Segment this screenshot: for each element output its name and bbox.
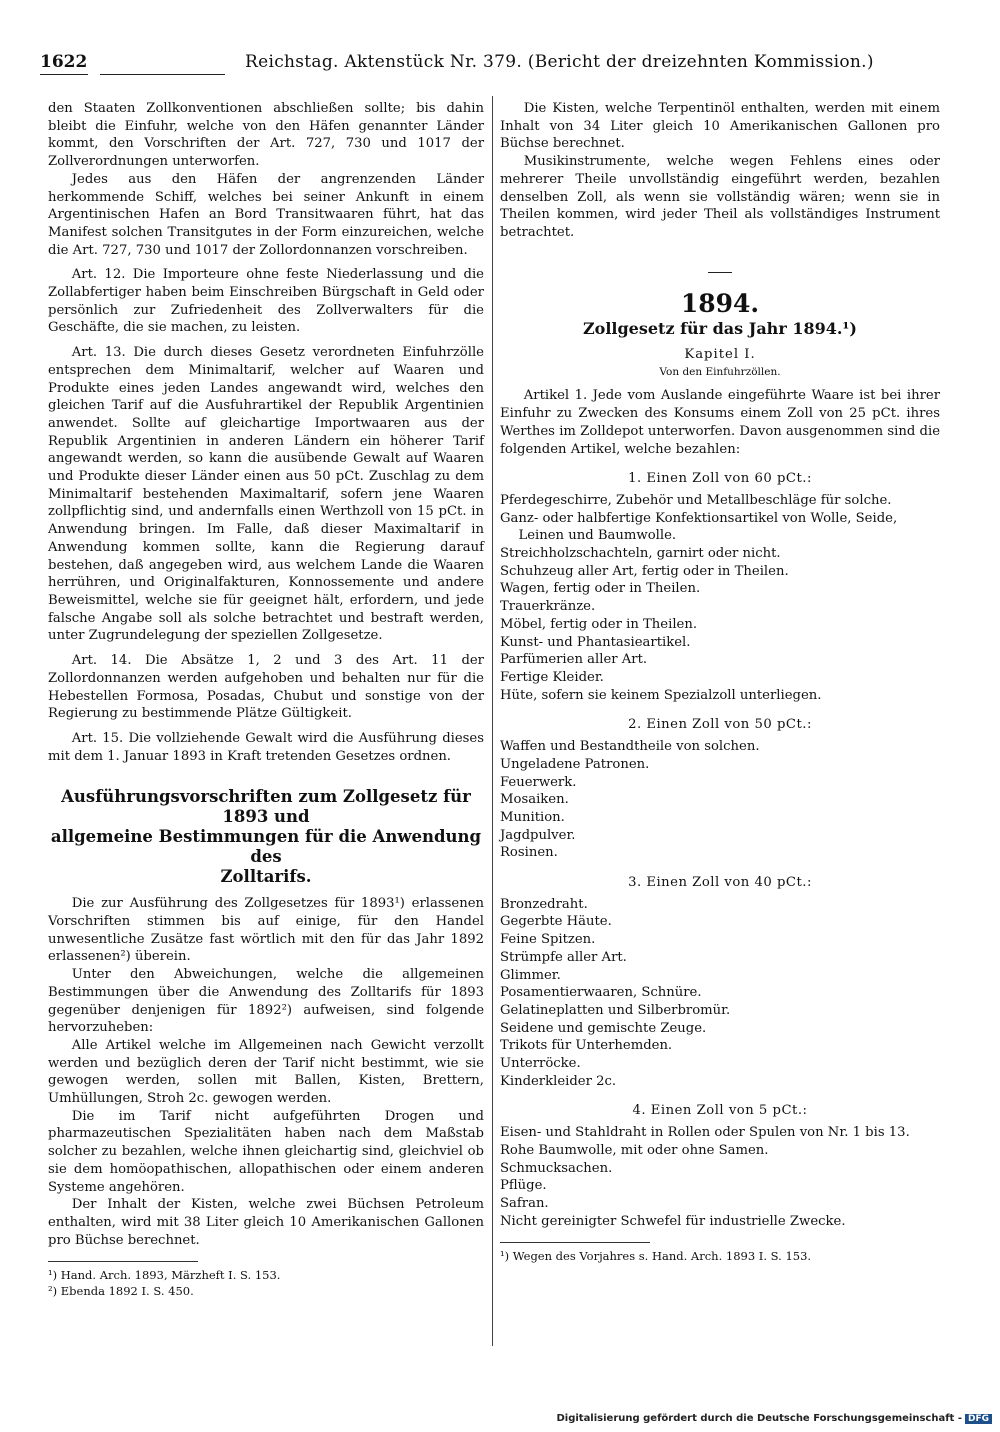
law-title: Zollgesetz für das Jahr 1894.¹)	[582, 319, 857, 339]
column-divider	[492, 96, 493, 1346]
list-item: Mosaiken.	[500, 792, 569, 808]
duty-heading-5: 4. Einen Zoll von 5 pCt.:	[632, 1103, 808, 1119]
list-item: Feine Spitzen.	[500, 932, 596, 948]
list-item: Eisen- und Stahldraht in Rollen oder Spulen von Nr. 1 bis 13.	[500, 1125, 910, 1141]
list-item: Jagdpulver.	[500, 827, 576, 843]
chapter-subtitle: Von den Einfuhrzöllen.	[659, 365, 781, 378]
chapter-heading: Kapitel I.	[684, 347, 756, 363]
list-item: Fertige Kleider.	[500, 669, 604, 685]
list-item: Streichholzschachteln, garnirt oder nicht.	[500, 546, 781, 562]
list-item: Rosinen.	[500, 845, 558, 861]
list-item: Ganz- oder halbfertige Konfektionsartikel von Wolle, Seide, Leinen und Baumwolle.	[500, 510, 898, 544]
article-1: Artikel 1. Jede vom Auslande eingeführte Waare ist bei ihrer Einfuhr zu Zwecken des Konsums einem Zoll von 25 pCt. ihres Werthes im Zolldepot unterworfen. Davon ausgenommen sind die folgenden Artikel, welche bezahlen:	[500, 388, 940, 457]
list-item: Unterröcke.	[500, 1056, 581, 1072]
list-item: Parfümerien aller Art.	[500, 652, 648, 668]
duty-heading-50: 2. Einen Zoll von 50 pCt.:	[628, 717, 812, 733]
footnote-rule	[48, 1261, 198, 1262]
list-item: Glimmer.	[500, 967, 561, 983]
article-13: Art. 13. Die durch dieses Gesetz verordneten Einfuhrzölle entsprechen dem Minimaltarif, welcher auf Waaren und Produkte eines jeden Landes angewandt wird, welches den gleichen Tarif auf die Ausfuhrartikel der Republik Argentinien anwendet. Sollte auf gleichartige Importwaaren aus der Republik Argentinien in anderen Ländern ein höherer Tarif angewandt werden, so kann die ausübende Gewalt auf Waaren und Produkte dieser Länder einen aus 50 pCt. Zuschlag zu dem Minimaltarif bestehenden Maximaltarif, sofern jene Waaren zollpflichtig sind, und andernfalls einen Werthzoll von 15 pCt. in Anwendung bringen. Im Falle, daß dieser Maximaltarif in Anwendung kommen sollte, kann die Regierung darauf bestehen, daß angegeben wird, aus welchem Lande die Waaren herrühren, und Originalfakturen, Konnossemente und andere Beweismittel, welche sie für geeignet hält, erfordern, und jede falsche Angabe soll als solche betrachtet und bestraft werden, unter Zugrundelegung der speziellen Zollgesetze.	[48, 345, 484, 644]
year-heading: 1894.	[680, 288, 760, 318]
list-item: Kunst- und Phantasieartikel.	[500, 634, 691, 650]
dfg-logo: DFG	[965, 1414, 992, 1424]
right-column	[500, 100, 940, 1263]
list-item: Pferdegeschirre, Zubehör und Metallbeschläge für solche.	[500, 492, 892, 508]
duty-heading-60: 1. Einen Zoll von 60 pCt.:	[628, 471, 812, 487]
duty-list-50	[500, 738, 940, 862]
header-rule	[100, 74, 225, 75]
section-separator	[708, 272, 732, 273]
article-14: Art. 14. Die Absätze 1, 2 und 3 des Art. 11 der Zollordonnanzen werden aufgehoben und behalten nur für die Hebestellen Formosa, Posadas, Chubut und sonstige von der Regierung zu bestimmende Plätze Gültigkeit.	[48, 653, 484, 722]
credit-text: Digitalisierung gefördert durch die Deutsche Forschungsgemeinschaft -	[556, 1413, 962, 1424]
article-12: Art. 12. Die Importeure ohne feste Niederlassung und die Zollabfertiger haben beim Einschreiben Bürgschaft in Geld oder persönlich zur Zufriedenheit des Zollverwalters für die Geschäfte, die sie machen, zu leisten.	[48, 267, 484, 336]
list-item: Wagen, fertig oder in Theilen.	[500, 581, 701, 597]
duty-list-5	[500, 1124, 940, 1230]
list-item: Gelatineplatten und Silberbromür.	[500, 1002, 731, 1018]
list-item: Pflüge.	[500, 1178, 547, 1194]
digitization-credit	[556, 1413, 992, 1424]
paragraph: Die zur Ausführung des Zollgesetzes für 1893¹) erlassenen Vorschriften stimmen bis auf einige, für den Handel unwesentliche Zusätze fast wörtlich mit den für das Jahr 1892 erlassenen²) überein.	[48, 896, 484, 965]
page-number: 1622	[40, 52, 88, 72]
list-item: Waffen und Bestandtheile von solchen.	[500, 739, 760, 755]
list-item: Nicht gereinigter Schwefel für industrielle Zwecke.	[500, 1213, 846, 1229]
paragraph: Alle Artikel welche im Allgemeinen nach Gewicht verzollt werden und bezüglich deren der Tarif nicht bestimmt, wie sie gewogen werden, sollen mit Ballen, Kisten, Brettern, Umhüllungen, Stroh 2c. gewogen werden.	[48, 1037, 484, 1107]
footnote: ¹) Hand. Arch. 1893, Märzheft I. S. 153.	[48, 1268, 281, 1283]
paragraph: Jedes aus den Häfen der angrenzenden Länder herkommende Schiff, welches bei seiner Ankunft in einem Argentinischen Hafen an Bord Transitwaaren führt, hat das Manifest solchen Transitgutes in der Form einzureichen, welche die Art. 727, 730 und 1017 der Zollordonnanzen vorschreiben.	[48, 171, 484, 258]
list-item: Safran.	[500, 1195, 549, 1211]
list-item: Ungeladene Patronen.	[500, 756, 650, 772]
article-15: Art. 15. Die vollziehende Gewalt wird die Ausführung dieses mit dem 1. Januar 1893 in Kraft tretenden Gesetzes ordnen.	[48, 730, 484, 764]
list-item: Posamentierwaaren, Schnüre.	[500, 985, 702, 1001]
duty-list-40	[500, 896, 940, 1091]
paragraph: Die im Tarif nicht aufgeführten Drogen und pharmazeutischen Spezialitäten haben nach dem Maßstab solcher zu bezahlen, welche ihnen gleichartig sind, gleichviel ob sie dem homöopathischen, allopathischen oder einem anderen Systeme angehören.	[48, 1108, 484, 1195]
left-column	[48, 100, 484, 1298]
section-heading: Ausführungsvorschriften zum Zollgesetz für 1893 und allgemeine Bestimmungen für die Anwendung des Zolltarifs.	[50, 787, 482, 887]
list-item: Strümpfe aller Art.	[500, 949, 627, 965]
running-title: Reichstag. Aktenstück Nr. 379. (Bericht der dreizehnten Kommission.)	[245, 52, 874, 72]
footnote-rule	[500, 1242, 650, 1243]
footnote: ¹) Wegen des Vorjahres s. Hand. Arch. 1893 I. S. 153.	[500, 1249, 812, 1264]
paragraph: Musikinstrumente, welche wegen Fehlens eines oder mehrerer Theile unvollständig eingeführt werden, bezahlen denselben Zoll, als wenn sie vollständig wären; wenn sie in Theilen kommen, wird jeder Theil als vollständiges Instrument betrachtet.	[500, 154, 940, 240]
list-item: Seidene und gemischte Zeuge.	[500, 1020, 707, 1036]
list-item: Trauerkränze.	[500, 599, 596, 615]
duty-list-60	[500, 492, 940, 704]
list-item: Kinderkleider 2c.	[500, 1073, 617, 1089]
list-item: Möbel, fertig oder in Theilen.	[500, 616, 698, 632]
paragraph: Unter den Abweichungen, welche die allgemeinen Bestimmungen über die Anwendung des Zolltarifs für 1893 gegenüber denjenigen für 1892²) aufweisen, sind folgende hervorzuheben:	[48, 967, 484, 1036]
paragraph: Der Inhalt der Kisten, welche zwei Büchsen Petroleum enthalten, wird mit 38 Liter gleich 10 Amerikanischen Gallonen pro Büchse berechnet.	[48, 1197, 484, 1248]
page-header	[40, 52, 970, 80]
list-item: Schmucksachen.	[500, 1160, 613, 1176]
footnote: ²) Ebenda 1892 I. S. 450.	[48, 1284, 194, 1299]
duty-heading-40: 3. Einen Zoll von 40 pCt.:	[628, 875, 812, 891]
header-rule	[40, 74, 88, 75]
list-item: Trikots für Unterhemden.	[500, 1038, 673, 1054]
paragraph: Die Kisten, welche Terpentinöl enthalten, werden mit einem Inhalt von 34 Liter gleich 10 Amerikanischen Gallonen pro Büchse berechnet.	[500, 101, 940, 152]
list-item: Rohe Baumwolle, mit oder ohne Samen.	[500, 1142, 769, 1158]
list-item: Schuhzeug aller Art, fertig oder in Theilen.	[500, 563, 789, 579]
list-item: Bronzedraht.	[500, 896, 588, 912]
list-item: Munition.	[500, 809, 565, 825]
list-item: Feuerwerk.	[500, 774, 577, 790]
list-item: Gegerbte Häute.	[500, 914, 612, 930]
list-item: Hüte, sofern sie keinem Spezialzoll unterliegen.	[500, 687, 822, 703]
paragraph: den Staaten Zollkonventionen abschließen sollte; bis dahin bleibt die Einfuhr, welche von den Häfen genannter Länder kommt, den Vorschriften der Art. 727, 730 und 1017 der Zollverordnungen unterworfen.	[48, 101, 484, 170]
